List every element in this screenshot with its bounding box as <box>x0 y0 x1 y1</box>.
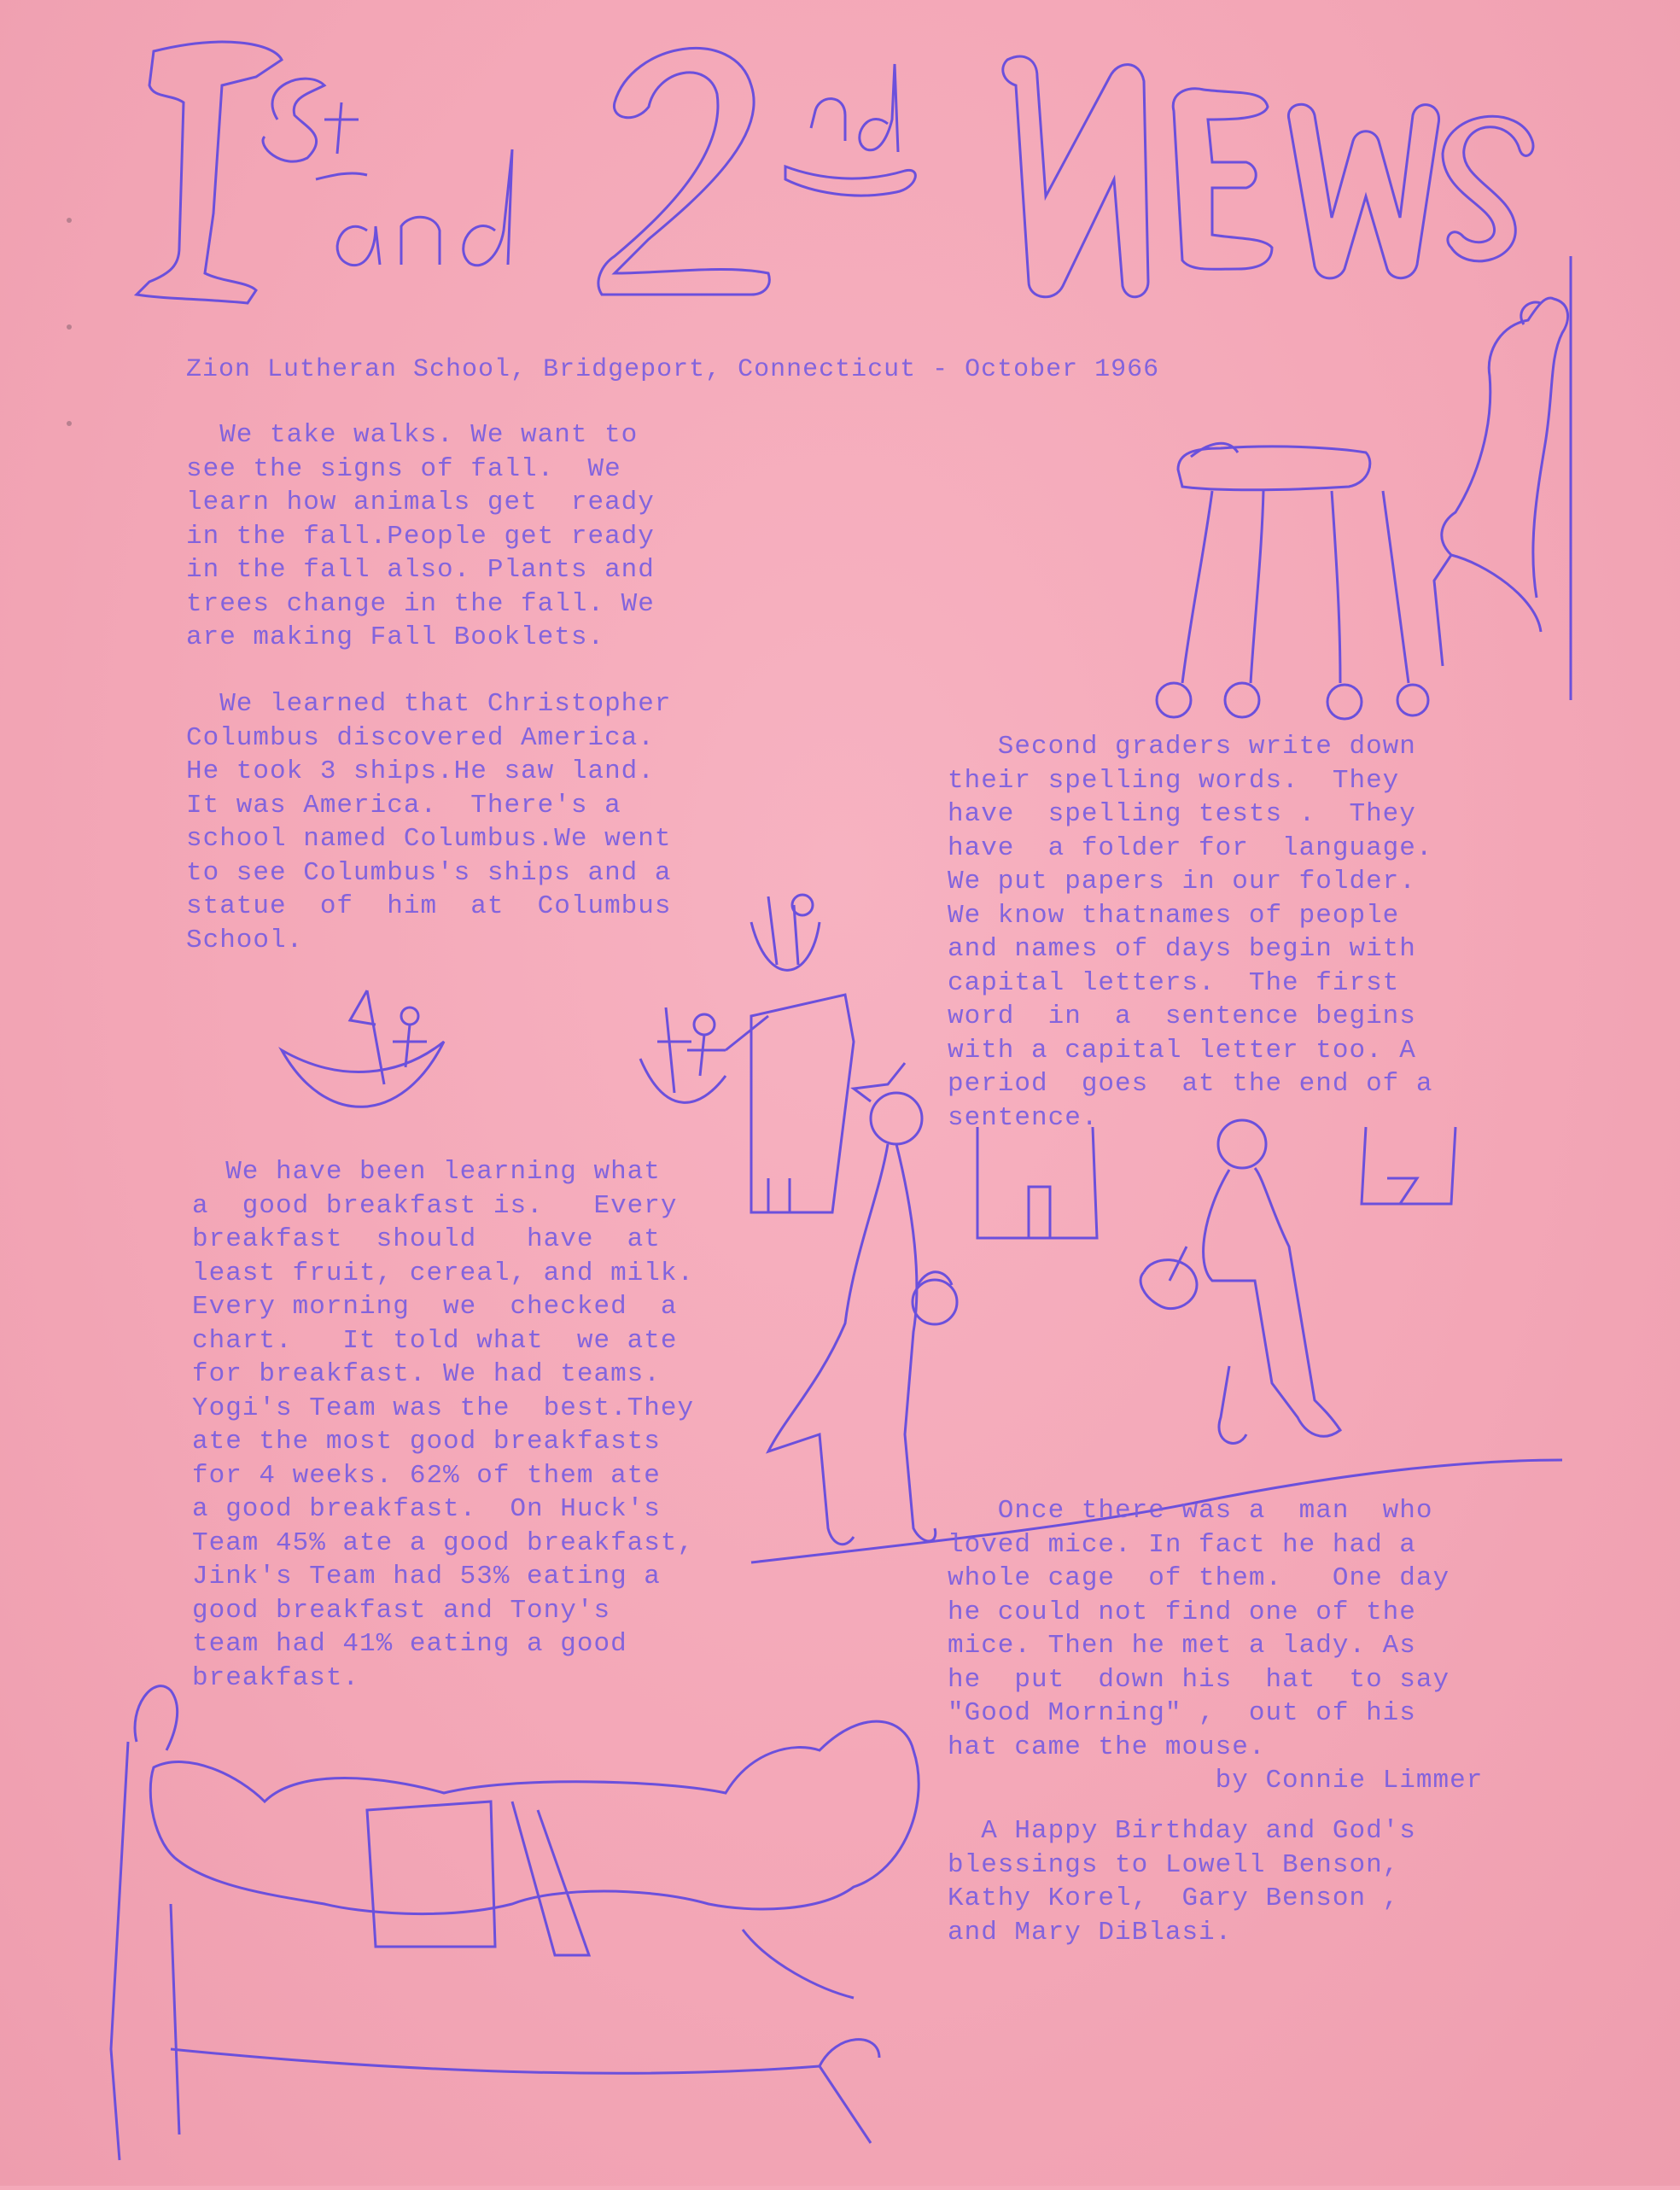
text-line: team had 41% eating a good <box>192 1629 627 1659</box>
text-line: We learned that Christopher <box>186 689 672 719</box>
ship-drawing-left <box>282 990 444 1107</box>
text-line: Yogi's Team was the best.They <box>192 1393 695 1423</box>
text-line: statue of him at Columbus <box>186 891 672 921</box>
text-line: and Mary DiBlasi. <box>948 1917 1233 1948</box>
text-line: Once there was a man who <box>948 1496 1433 1526</box>
text-line: word in a sentence begins <box>948 1002 1416 1031</box>
text-line: see the signs of fall. We <box>186 453 621 484</box>
text-line: Columbus discovered America. <box>186 722 655 753</box>
text-line: We take walks. We want to <box>186 420 639 450</box>
text-line: are making Fall Booklets. <box>186 622 605 652</box>
text-line: whole cage of them. One day <box>948 1563 1450 1593</box>
text-line: and names of days begin with <box>948 934 1416 964</box>
text-line: We know thatnames of people <box>948 900 1400 931</box>
text-line: have a folder for language. <box>948 832 1433 863</box>
text-line: breakfast should have at <box>192 1224 661 1254</box>
text-line: hat came the mouse. <box>948 1732 1266 1762</box>
punch-mark <box>67 324 72 330</box>
article-columbus <box>186 687 672 957</box>
text-line: We put papers in our folder. <box>948 867 1416 896</box>
text-line: He took 3 ships.He saw land. <box>186 756 655 786</box>
text-line: capital letters. The first <box>948 967 1400 998</box>
dateline: Zion Lutheran School, Bridgeport, Connecticut - October 1966 <box>186 355 1160 384</box>
text-line: least fruit, cereal, and milk. <box>192 1258 695 1288</box>
punch-mark <box>67 218 72 223</box>
masthead-2nd <box>598 48 915 295</box>
text-line: by Connie Limmer <box>948 1766 1484 1796</box>
text-line: learn how animals get ready <box>186 488 655 517</box>
text-line: have spelling tests . They <box>948 799 1416 829</box>
text-line: he could not find one of the <box>948 1597 1416 1627</box>
article-fall-walks <box>186 418 655 655</box>
text-line: "Good Morning" , out of his <box>948 1698 1416 1728</box>
text-line: a good breakfast. On Huck's <box>192 1494 661 1524</box>
text-line: blessings to Lowell Benson, <box>948 1849 1400 1880</box>
ship-drawing-middle <box>640 1007 768 1102</box>
text-line: with a capital letter too. A <box>948 1035 1416 1066</box>
text-line: school named Columbus.We went <box>186 824 672 854</box>
houses-drawing <box>977 1127 1455 1238</box>
text-line: breakfast. <box>192 1662 360 1693</box>
text-line: good breakfast and Tony's <box>192 1595 611 1626</box>
text-line: Kathy Korel, Gary Benson , <box>948 1883 1400 1913</box>
text-line: We have been learning what <box>192 1157 661 1187</box>
text-line: in the fall also. Plants and <box>186 555 655 585</box>
text-line: for 4 weeks. 62% of them ate <box>192 1460 661 1491</box>
text-line: he put down his hat to say <box>948 1664 1450 1695</box>
text-line: Team 45% ate a good breakfast, <box>192 1527 695 1558</box>
article-mouse-story <box>948 1494 1483 1798</box>
text-line: mice. Then he met a lady. As <box>948 1631 1416 1661</box>
masthead-news-word <box>1003 56 1533 297</box>
bed-figure-drawing <box>111 1686 919 2160</box>
walking-man-drawing <box>1140 1120 1340 1443</box>
punch-mark <box>67 421 72 426</box>
text-line: in the fall.People get ready <box>186 521 655 552</box>
text-line: Jink's Team had 53% eating a <box>192 1562 661 1591</box>
text-line: School. <box>186 925 304 955</box>
text-line: their spelling words. They <box>948 765 1400 796</box>
text-line: It was America. There's a <box>186 790 621 821</box>
text-line: trees change in the fall. We <box>186 588 655 619</box>
text-line: loved mice. In fact he had a <box>948 1529 1416 1560</box>
text-line: Second graders write down <box>948 732 1416 762</box>
birthday-greetings <box>948 1814 1416 1949</box>
text-line: sentence. <box>948 1102 1099 1133</box>
text-line: for breakfast. We had teams. <box>192 1359 661 1389</box>
masthead-and-word <box>337 149 512 266</box>
school-and-lady-drawing <box>751 995 957 1545</box>
masthead-1st <box>137 42 367 303</box>
text-line: a good breakfast is. Every <box>192 1190 678 1221</box>
ship-drawing-top <box>751 895 820 970</box>
text-line: period goes at the end of a <box>948 1069 1433 1099</box>
article-breakfast <box>192 1155 694 1695</box>
text-line: Every morning we checked a <box>192 1292 678 1322</box>
text-line: A Happy Birthday and God's <box>948 1816 1416 1846</box>
text-line: chart. It told what we ate <box>192 1325 678 1356</box>
text-line: to see Columbus's ships and a <box>186 857 672 888</box>
seated-figure-drawing <box>1434 256 1571 700</box>
desk-drawing <box>1157 443 1428 719</box>
article-spelling <box>948 730 1433 1135</box>
text-line: ate the most good breakfasts <box>192 1427 661 1457</box>
